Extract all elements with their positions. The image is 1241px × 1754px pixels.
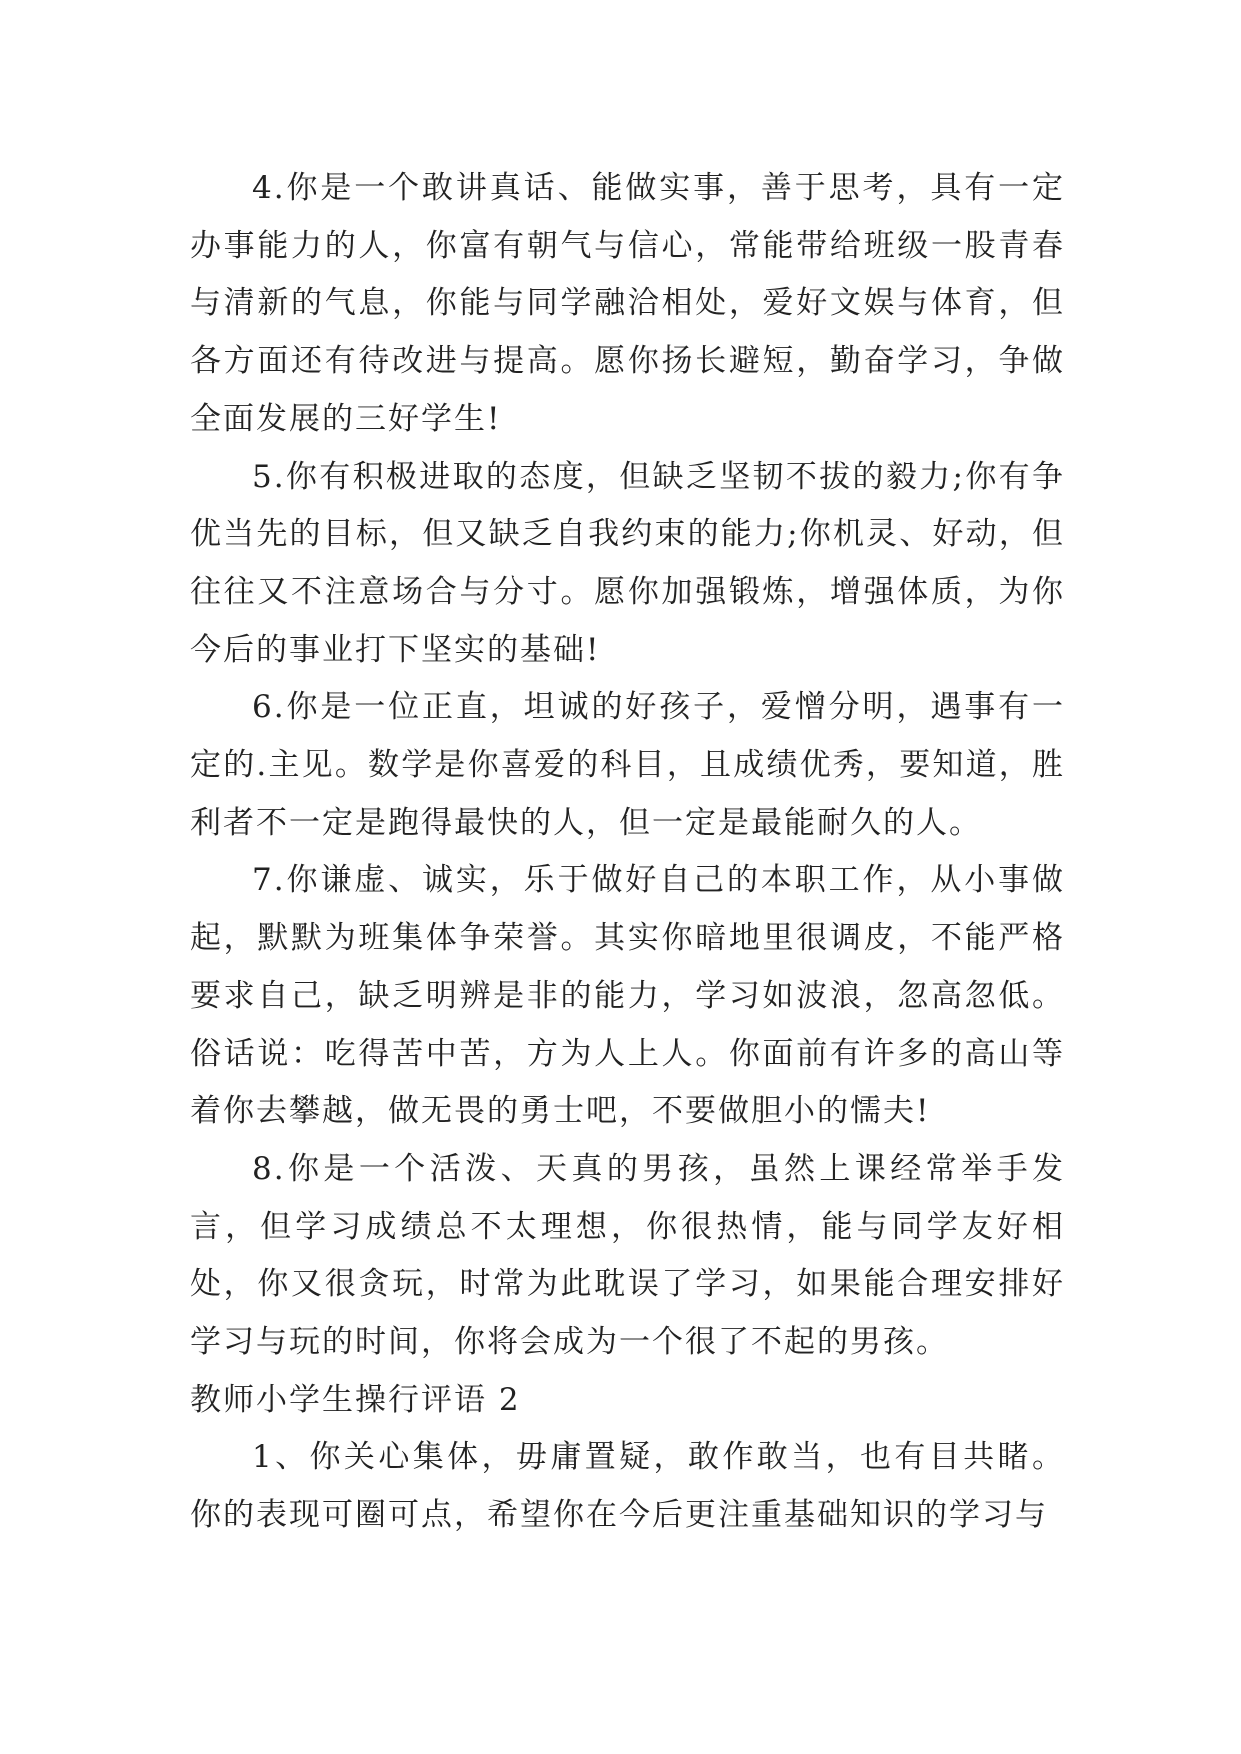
paragraph-4: 4.你是一个敢讲真话、能做实事，善于思考，具有一定办事能力的人，你富有朝气与信心，常能带给班级一股青春与清新的气息，你能与同学融洽相处，爱好文娱与体育，但各方面还有待改进与提高。愿你扬长避短，勤奋学习，争做全面发展的三好学生! [190,170,1065,437]
paragraph-5: 5.你有积极进取的态度，但缺乏坚韧不拔的毅力;你有争优当先的目标，但又缺乏自我约束的能力;你机灵、好动，但往往又不注意场合与分寸。愿你加强锻炼，增强体质，为你今后的事业打下坚实的基础! [190,458,1065,668]
section-heading: 教师小学生操行评语 2 [190,1381,521,1418]
paragraph-6: 6.你是一位正直，坦诚的好孩子，爱憎分明，遇事有一定的.主见。数学是你喜爱的科目，且成绩优秀，要知道，胜利者不一定是跑得最快的人，但一定是最能耐久的人。 [190,689,1065,841]
section-paragraph-1: 1、你关心集体，毋庸置疑，敢作敢当，也有目共睹。你的表现可圈可点，希望你在今后更注重基础知识的学习与 [190,1439,1065,1534]
paragraph-7: 7.你谦虚、诚实，乐于做好自己的本职工作，从小事做起，默默为班集体争荣誉。其实你暗地里很调皮，不能严格要求自己，缺乏明辨是非的能力，学习如波浪，忽高忽低。俗话说：吃得苦中苦，方为人上人。你面前有许多的高山等着你去攀越，做无畏的勇士吧，不要做胆小的懦夫! [190,862,1065,1130]
document-page [190,160,1065,1545]
paragraph-8: 8.你是一个活泼、天真的男孩，虽然上课经常举手发言，但学习成绩总不太理想，你很热情，能与同学友好相处，你又很贪玩，时常为此耽误了学习，如果能合理安排好学习与玩的时间，你将会成为一个很了不起的男孩。 [190,1150,1065,1361]
